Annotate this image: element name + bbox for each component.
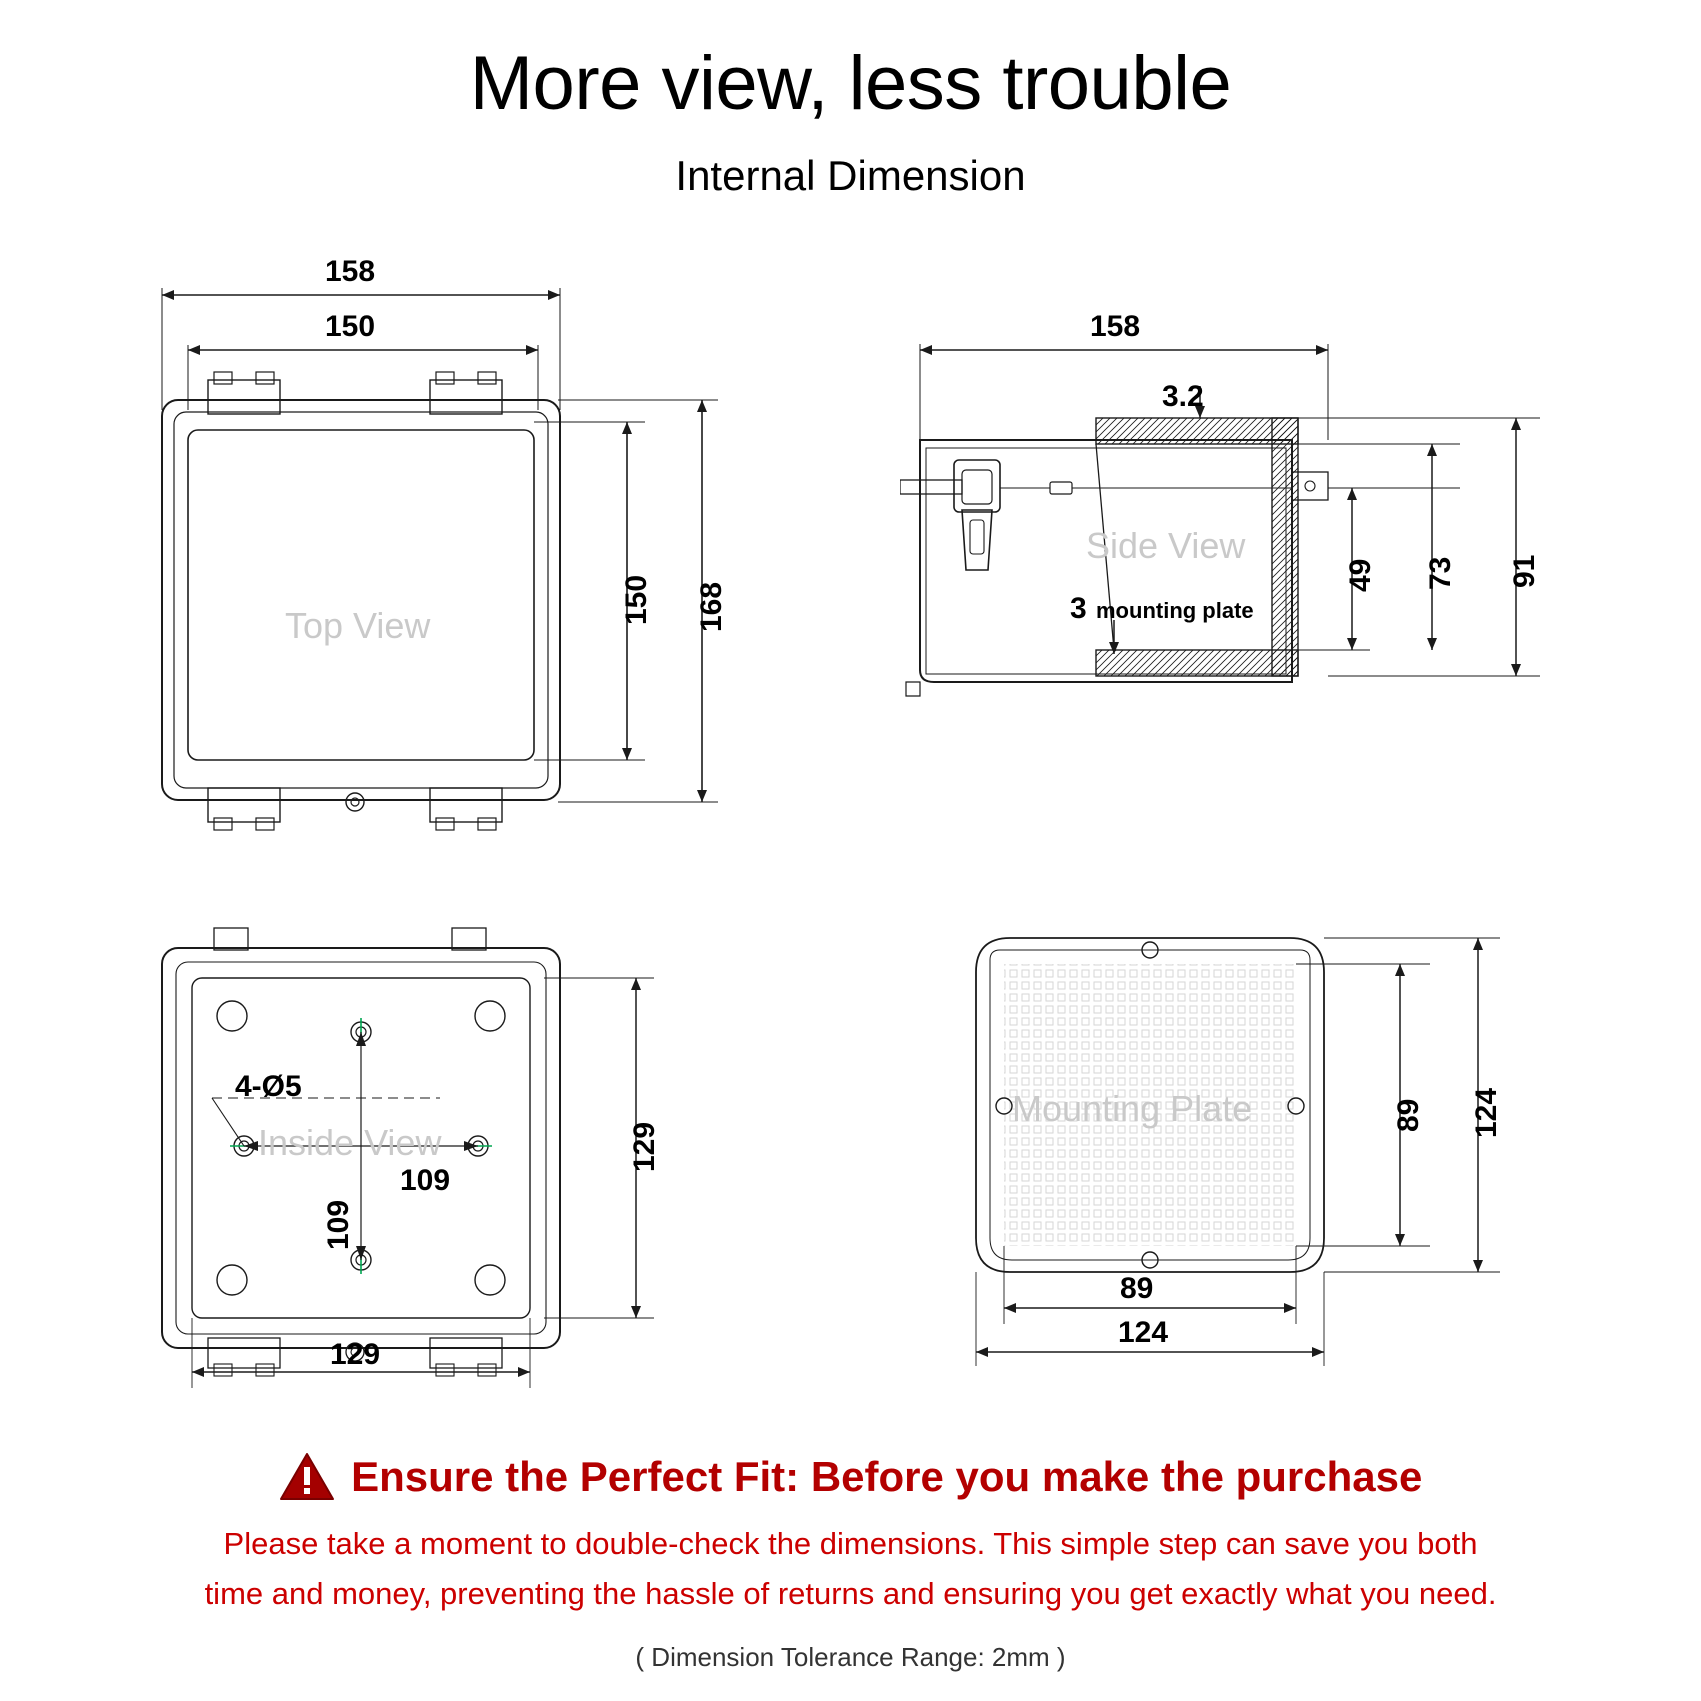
mounting-plate-watermark: Mounting Plate xyxy=(1012,1088,1253,1129)
inside-view-panel xyxy=(140,920,760,1400)
warning-title: Ensure the Perfect Fit: Before you make the purchase xyxy=(351,1453,1423,1500)
dim-plate-hole-span-vertical: 89 xyxy=(1392,1098,1425,1132)
dim-hole-callout: 4-Ø5 xyxy=(235,1070,302,1103)
inside-view-watermark: Inside View xyxy=(258,1122,442,1163)
footer-body-line1: Please take a moment to double-check the dimensions. This simple step can save you both xyxy=(223,1526,1478,1561)
side-view-drawing xyxy=(900,320,1640,750)
dim-top-outer-width: 158 xyxy=(325,255,376,288)
side-view-panel xyxy=(900,310,1640,750)
dim-plate-width: 124 xyxy=(1118,1316,1169,1349)
dim-plate-thickness: 3 xyxy=(1070,592,1087,625)
page-title: More view, less trouble xyxy=(469,41,1232,126)
dim-side-depth-outer: 91 xyxy=(1508,554,1541,588)
dim-top-outer-height: 168 xyxy=(695,581,728,632)
dim-top-inner-width: 150 xyxy=(325,310,376,343)
inside-view-drawing xyxy=(140,920,760,1400)
dim-side-depth-inner: 49 xyxy=(1344,558,1377,592)
side-view-watermark: Side View xyxy=(1086,525,1246,566)
dim-plate-height: 124 xyxy=(1470,1087,1503,1138)
dim-hole-spacing-horizontal: 109 xyxy=(400,1164,451,1197)
mounting-plate-drawing xyxy=(960,920,1580,1400)
tolerance-note: ( Dimension Tolerance Range: 2mm ) xyxy=(635,1642,1066,1672)
dim-side-depth-mid: 73 xyxy=(1424,556,1457,590)
top-view-watermark: Top View xyxy=(285,605,431,646)
dim-top-inner-height: 150 xyxy=(620,574,653,625)
dim-inside-height: 129 xyxy=(628,1121,661,1172)
plate-thickness-note: mounting plate xyxy=(1096,598,1254,623)
dim-plate-hole-span-horizontal: 89 xyxy=(1120,1272,1154,1305)
top-view-panel xyxy=(140,250,800,870)
dim-side-width: 158 xyxy=(1090,310,1141,343)
top-view-drawing xyxy=(140,250,800,870)
footer-body-line2: time and money, preventing the hassle of returns and ensuring you get exactly what you need. xyxy=(204,1576,1497,1611)
mounting-plate-panel xyxy=(960,920,1580,1400)
warning-triangle-icon xyxy=(279,1452,335,1502)
warning-row xyxy=(0,1452,1701,1502)
dim-side-wall-thickness: 3.2 xyxy=(1162,380,1204,413)
dim-inside-width: 129 xyxy=(330,1338,381,1371)
page-subtitle: Internal Dimension xyxy=(675,152,1026,199)
dim-hole-spacing-vertical: 109 xyxy=(322,1199,355,1250)
